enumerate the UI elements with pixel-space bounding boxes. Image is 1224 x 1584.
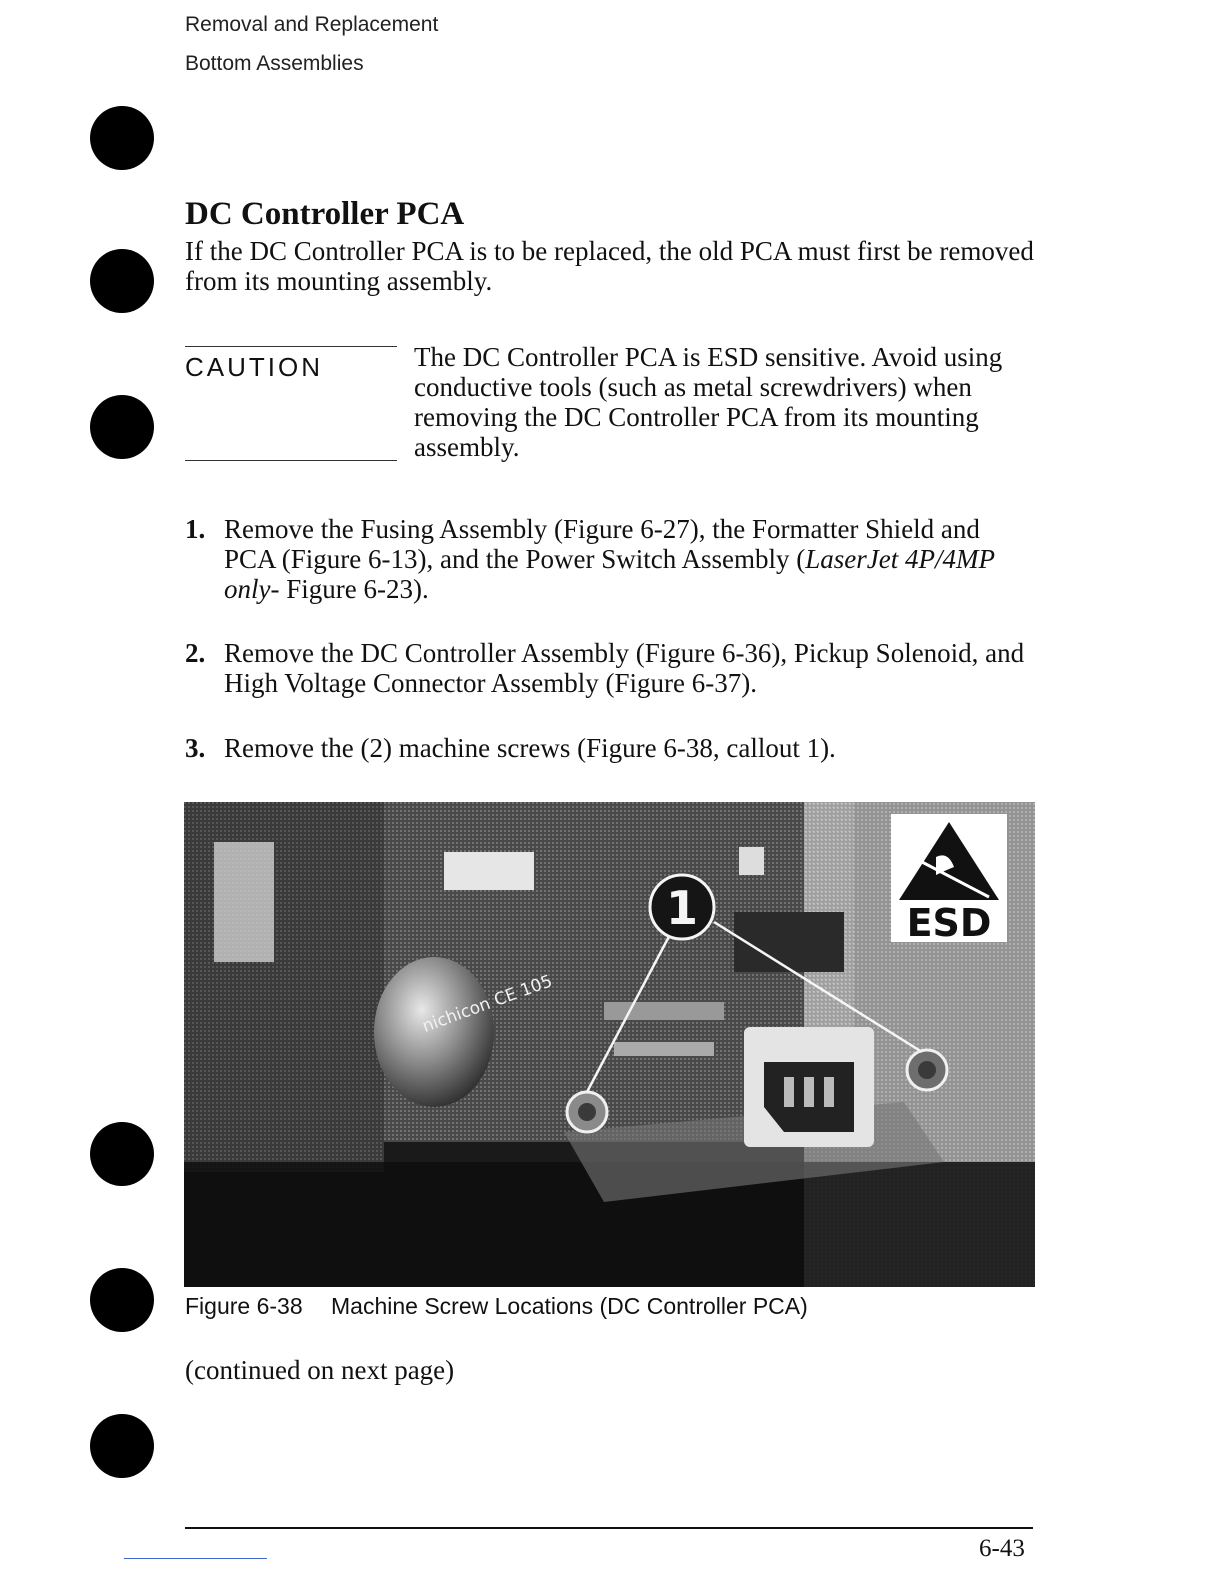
step-number: 2. (185, 638, 206, 668)
running-header-section: Bottom Assemblies (185, 52, 364, 75)
caution-rule-bottom (185, 460, 397, 461)
step-number: 3. (185, 733, 206, 763)
section-title: DC Controller PCA (185, 196, 465, 232)
ic-chip (444, 852, 534, 890)
binder-hole (90, 1414, 154, 1478)
figure-caption (185, 1293, 808, 1320)
figure-number: Figure 6-38 (185, 1293, 303, 1319)
esd-label: ESD (906, 901, 992, 945)
step-1 (185, 514, 1035, 604)
step-text: Remove the DC Controller Assembly (Figure 6-36), Pickup Solenoid, and High Voltage Connector Assembly (Figure 6-37). (224, 638, 1025, 698)
resistor-row (614, 1042, 714, 1056)
intro-paragraph: If the DC Controller PCA is to be replaced, the old PCA must first be removed from its mounting assembly. (185, 236, 1034, 296)
figure-photo (184, 802, 1035, 1287)
caution-text: The DC Controller PCA is ESD sensitive. Avoid using conductive tools (such as metal screwdrivers) when removing the DC Controller PCA from its mounting assembly. (414, 342, 1003, 462)
caution-rule-top (185, 346, 397, 347)
binder-hole (90, 1122, 154, 1186)
footer-rule (185, 1527, 1033, 1529)
ic-chip (734, 912, 844, 972)
binder-hole (90, 106, 154, 170)
binder-hole (90, 395, 154, 459)
step-text: Remove the (2) machine screws (Figure 6-38, callout 1). (224, 733, 836, 763)
figure-title: Machine Screw Locations (DC Controller PCA) (331, 1293, 808, 1319)
callout-number: 1 (665, 881, 699, 935)
capacitor-label: nichicon CE 105 (419, 971, 556, 1037)
step-3 (185, 733, 1035, 763)
binder-hole (90, 249, 154, 313)
step-2 (185, 638, 1035, 698)
step-text: Remove the Fusing Assembly (Figure 6-27), the Formatter Shield and PCA (Figure 6-13), and the Power Switch Assembly (LaserJet 4P/4MP only- Figure 6-23). (224, 514, 995, 604)
caution-label: CAUTION (185, 352, 323, 382)
ic-chip (739, 847, 764, 875)
page-number: 6-43 (979, 1535, 1025, 1562)
step-italic-note: LaserJet 4P/4MP only (224, 544, 995, 604)
running-header-chapter: Removal and Replacement (185, 13, 439, 36)
step-number: 1. (185, 514, 206, 544)
continued-note: (continued on next page) (185, 1355, 455, 1385)
binder-hole (90, 1268, 154, 1332)
resistor-row (604, 1002, 724, 1020)
corner-mark (124, 1558, 267, 1559)
connector-block (214, 842, 274, 962)
